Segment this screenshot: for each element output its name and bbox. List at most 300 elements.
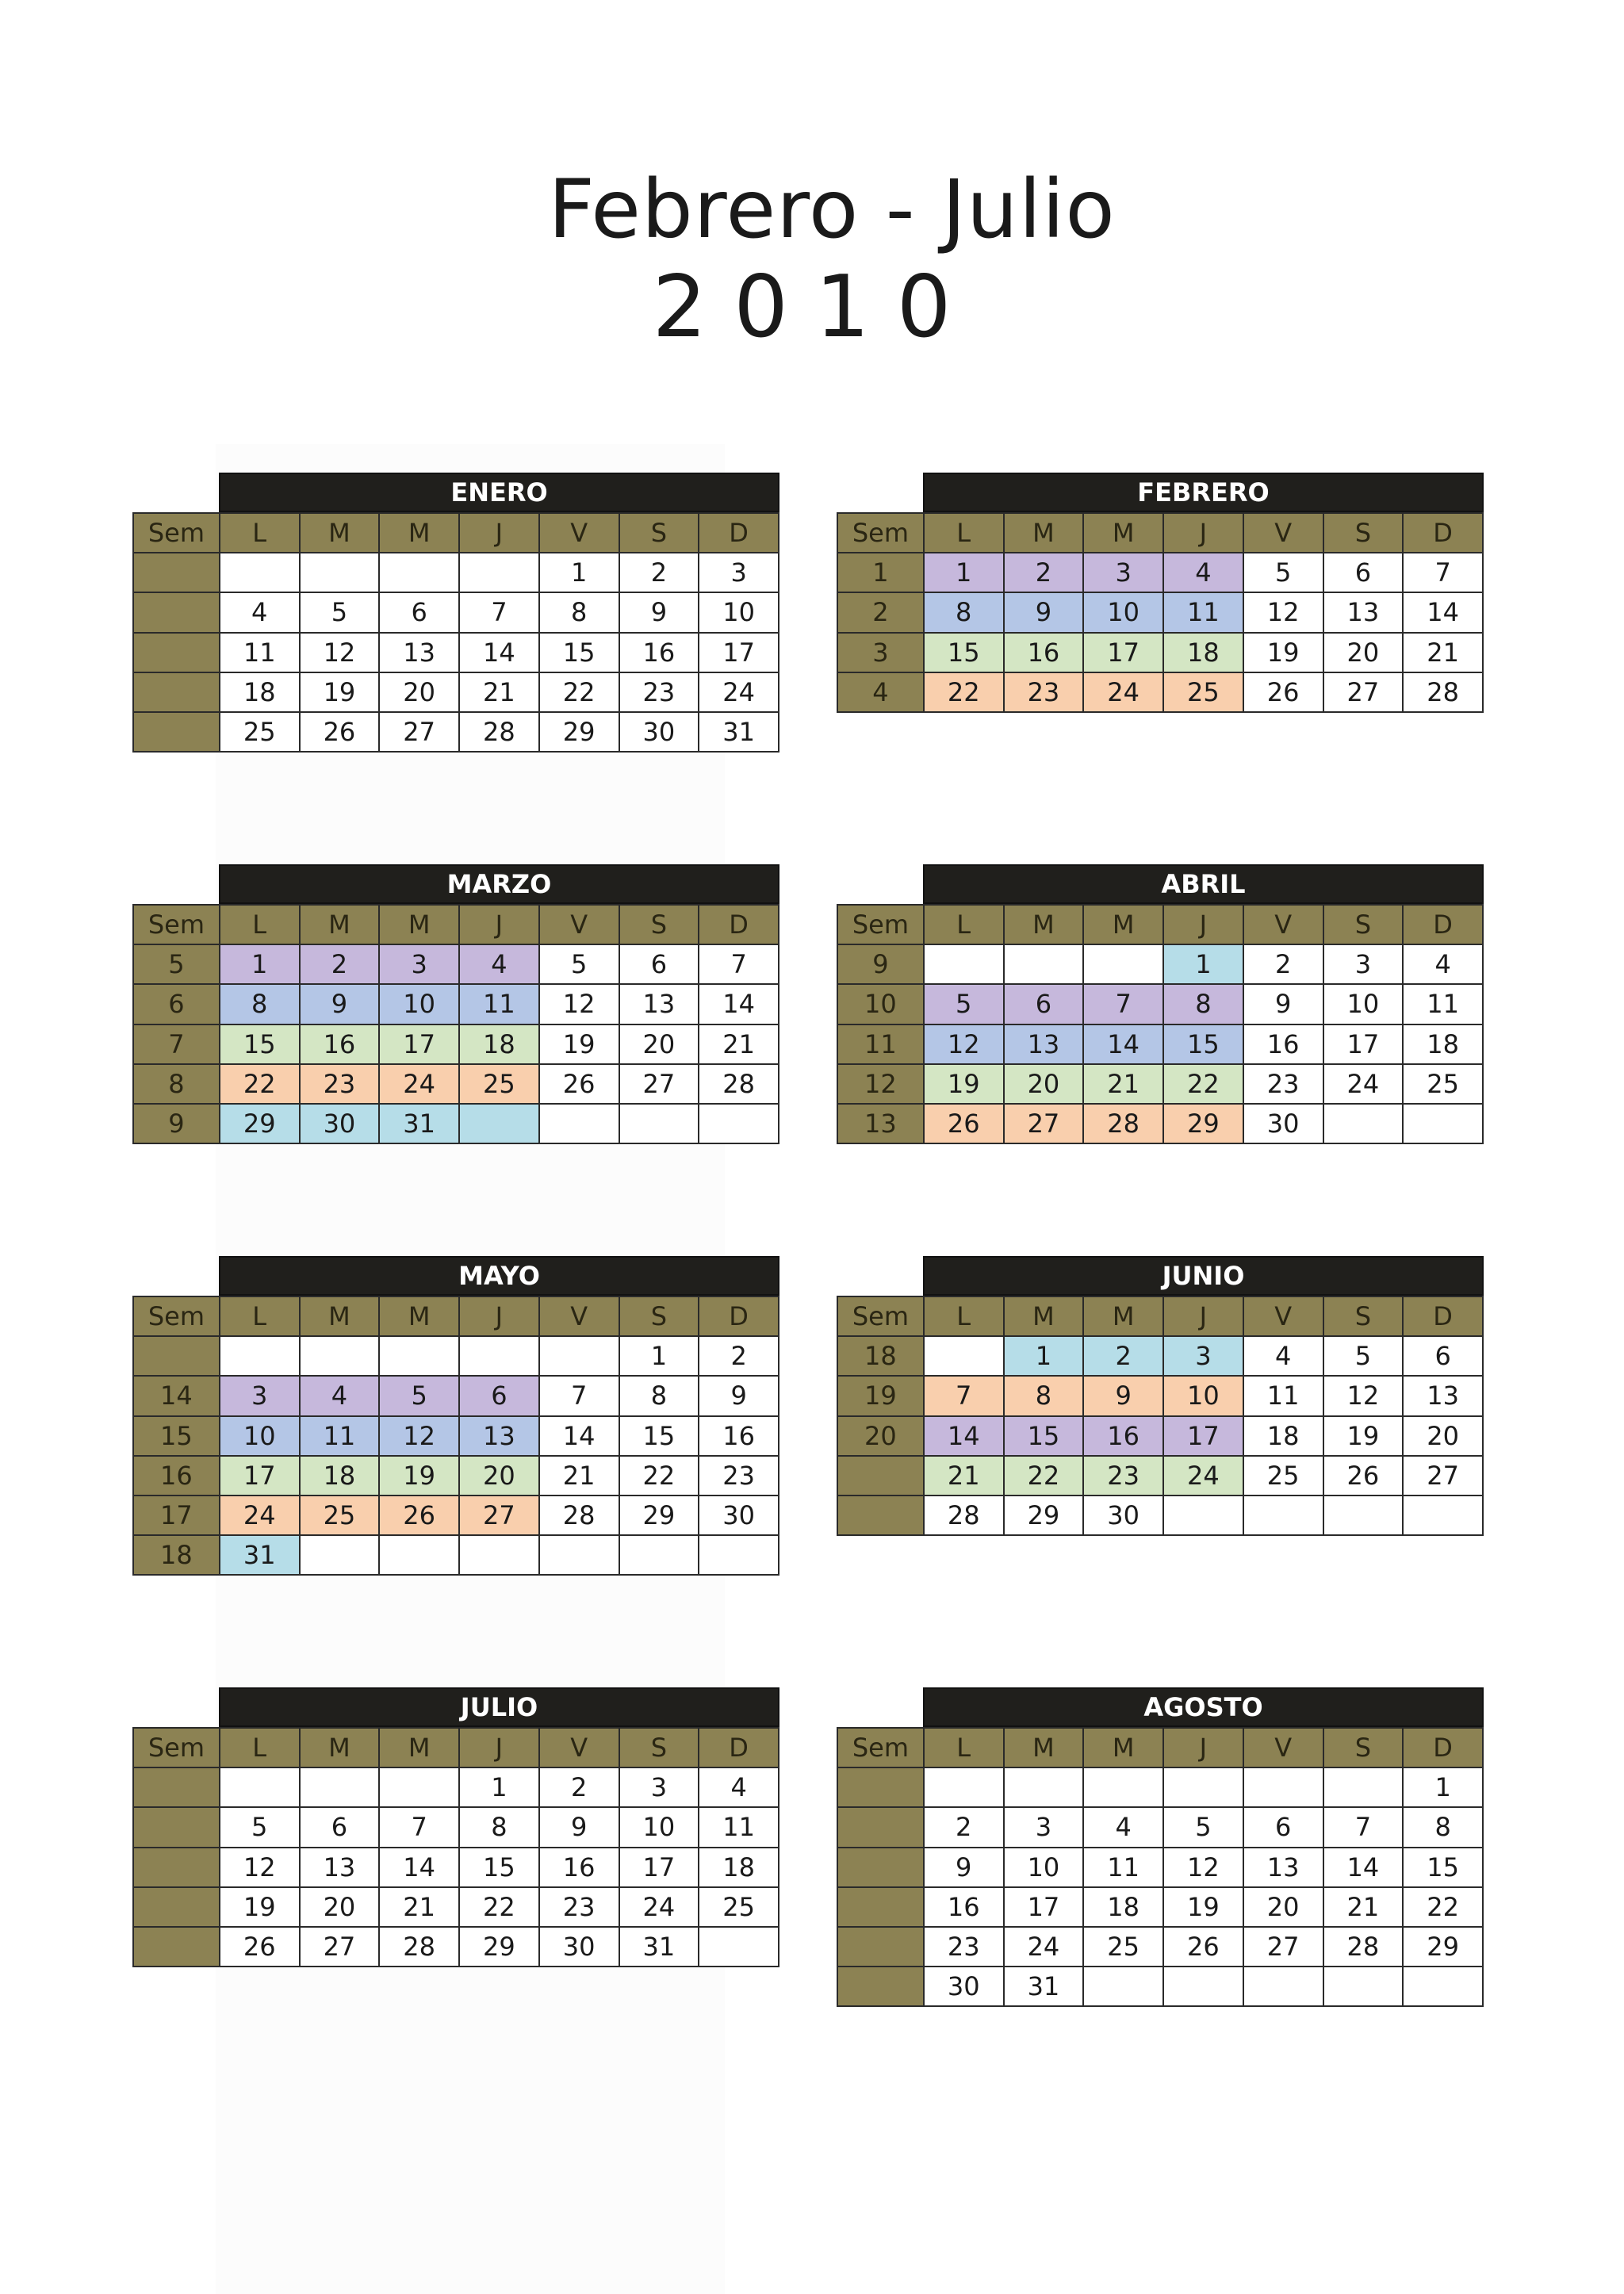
day-cell: 28 (1403, 672, 1483, 712)
day-cell (924, 944, 1004, 984)
day-cell: 18 (699, 1848, 779, 1887)
day-cell: 15 (459, 1848, 539, 1887)
weekday-header: L (924, 1296, 1004, 1336)
day-cell: 25 (1243, 1456, 1323, 1496)
day-cell: 29 (220, 1104, 300, 1143)
day-cell: 7 (539, 1376, 619, 1415)
day-cell: 22 (924, 672, 1004, 712)
day-cell: 30 (619, 712, 699, 752)
day-cell (220, 1336, 300, 1376)
week-row (837, 1496, 1483, 1535)
day-cell: 30 (300, 1104, 380, 1143)
weekday-header: J (459, 513, 539, 553)
week-row (133, 1456, 779, 1496)
day-cell: 11 (459, 984, 539, 1024)
day-cell: 2 (1243, 944, 1323, 984)
day-cell: 27 (1243, 1927, 1323, 1967)
sem-header: Sem (837, 905, 924, 944)
day-cell: 3 (1323, 944, 1404, 984)
day-cell: 23 (300, 1064, 380, 1104)
month-name: JUNIO (923, 1256, 1484, 1296)
day-cell: 8 (619, 1376, 699, 1415)
day-cell (1243, 1767, 1323, 1807)
day-cell: 4 (220, 592, 300, 632)
week-number: 16 (133, 1456, 220, 1496)
weekday-header: M (1004, 1296, 1084, 1336)
week-number (837, 1767, 924, 1807)
day-cell: 15 (619, 1416, 699, 1456)
day-cell: 30 (924, 1967, 1004, 2006)
day-cell: 6 (1403, 1336, 1483, 1376)
day-cell: 7 (699, 944, 779, 984)
day-cell: 12 (1243, 592, 1323, 632)
day-cell: 27 (379, 712, 459, 752)
day-cell: 28 (699, 1064, 779, 1104)
day-cell: 10 (699, 592, 779, 632)
day-cell: 10 (1004, 1848, 1084, 1887)
day-cell: 6 (619, 944, 699, 984)
week-number (133, 592, 220, 632)
day-cell: 10 (1083, 592, 1163, 632)
day-cell: 16 (300, 1024, 380, 1064)
week-number: 9 (837, 944, 924, 984)
day-cell: 3 (1083, 553, 1163, 592)
day-cell: 24 (1163, 1456, 1243, 1496)
day-cell (1163, 1967, 1243, 2006)
day-cell: 16 (539, 1848, 619, 1887)
day-cell: 18 (1083, 1887, 1163, 1927)
day-cell: 17 (220, 1456, 300, 1496)
day-cell: 20 (1323, 633, 1404, 672)
day-cell: 15 (1004, 1416, 1084, 1456)
day-cell: 27 (1403, 1456, 1483, 1496)
week-number: 11 (837, 1024, 924, 1064)
day-cell: 14 (1403, 592, 1483, 632)
day-cell: 29 (1163, 1104, 1243, 1143)
day-cell: 12 (924, 1024, 1004, 1064)
day-cell: 3 (699, 553, 779, 592)
day-cell (1243, 1496, 1323, 1535)
weekday-header: D (699, 513, 779, 553)
week-row (837, 672, 1483, 712)
week-number: 10 (837, 984, 924, 1024)
day-cell (459, 1104, 539, 1143)
day-cell: 22 (1403, 1887, 1483, 1927)
week-row (837, 1887, 1483, 1927)
week-number: 6 (133, 984, 220, 1024)
weekday-header: M (1004, 513, 1084, 553)
day-cell (379, 1336, 459, 1376)
day-cell: 24 (1004, 1927, 1084, 1967)
day-cell: 12 (1163, 1848, 1243, 1887)
weekday-header: L (220, 1728, 300, 1767)
day-cell (220, 553, 300, 592)
week-number: 1 (837, 553, 924, 592)
day-cell: 9 (1083, 1376, 1163, 1415)
day-cell: 20 (1004, 1064, 1084, 1104)
weekday-header: D (1403, 513, 1483, 553)
month-table (837, 1296, 1484, 1536)
week-number (133, 672, 220, 712)
day-cell (1083, 1967, 1163, 2006)
day-cell: 31 (220, 1535, 300, 1575)
week-number: 8 (133, 1064, 220, 1104)
day-cell: 23 (1243, 1064, 1323, 1104)
day-cell (539, 1104, 619, 1143)
day-cell: 17 (699, 633, 779, 672)
day-cell (300, 553, 380, 592)
month-table (132, 1296, 779, 1576)
day-cell (924, 1767, 1004, 1807)
month-name: MAYO (219, 1256, 779, 1296)
day-cell: 16 (699, 1416, 779, 1456)
day-cell: 19 (300, 672, 380, 712)
weekday-header: M (1083, 513, 1163, 553)
day-cell: 7 (1083, 984, 1163, 1024)
weekday-header: M (1004, 1728, 1084, 1767)
week-row (837, 1336, 1483, 1376)
day-cell: 9 (924, 1848, 1004, 1887)
day-cell: 26 (539, 1064, 619, 1104)
day-cell: 12 (1323, 1376, 1404, 1415)
weekday-header: S (619, 513, 699, 553)
week-row (133, 633, 779, 672)
weekday-header: L (220, 905, 300, 944)
weekday-header-row (837, 905, 1483, 944)
weekday-header: M (379, 1296, 459, 1336)
week-number (133, 1927, 220, 1967)
weekday-header: D (699, 905, 779, 944)
day-cell: 9 (619, 592, 699, 632)
day-cell: 9 (1243, 984, 1323, 1024)
day-cell: 20 (619, 1024, 699, 1064)
week-number: 7 (133, 1024, 220, 1064)
day-cell: 19 (1163, 1887, 1243, 1927)
day-cell: 19 (220, 1887, 300, 1927)
day-cell (1323, 1104, 1404, 1143)
week-row (133, 1927, 779, 1967)
day-cell (1403, 1967, 1483, 2006)
day-cell: 18 (459, 1024, 539, 1064)
month-name: AGOSTO (923, 1687, 1484, 1727)
day-cell: 10 (220, 1416, 300, 1456)
week-row (133, 1535, 779, 1575)
day-cell: 25 (1163, 672, 1243, 712)
sem-header: Sem (837, 513, 924, 553)
day-cell: 17 (619, 1848, 699, 1887)
month-name: FEBRERO (923, 473, 1484, 512)
week-number (837, 1848, 924, 1887)
day-cell (619, 1104, 699, 1143)
weekday-header: S (619, 1296, 699, 1336)
day-cell: 9 (539, 1807, 619, 1847)
day-cell: 17 (1323, 1024, 1404, 1064)
day-cell: 24 (220, 1496, 300, 1535)
weekday-header: M (379, 513, 459, 553)
month-table (837, 1727, 1484, 2007)
week-number (837, 1496, 924, 1535)
weekday-header: V (539, 905, 619, 944)
day-cell: 26 (1243, 672, 1323, 712)
day-cell: 8 (1163, 984, 1243, 1024)
day-cell: 27 (619, 1064, 699, 1104)
day-cell: 21 (924, 1456, 1004, 1496)
day-cell: 30 (699, 1496, 779, 1535)
day-cell: 6 (1323, 553, 1404, 592)
day-cell: 4 (1163, 553, 1243, 592)
weekday-header: V (539, 1296, 619, 1336)
month-name: MARZO (219, 864, 779, 904)
weekday-header: J (1163, 905, 1243, 944)
weekday-header-row (133, 905, 779, 944)
weekday-header: V (1243, 905, 1323, 944)
day-cell: 16 (619, 633, 699, 672)
day-cell: 7 (379, 1807, 459, 1847)
weekday-header: D (1403, 1728, 1483, 1767)
week-number (133, 553, 220, 592)
day-cell: 10 (379, 984, 459, 1024)
day-cell (539, 1336, 619, 1376)
day-cell: 12 (379, 1416, 459, 1456)
week-row (133, 1064, 779, 1104)
day-cell: 19 (924, 1064, 1004, 1104)
sem-header: Sem (133, 1296, 220, 1336)
day-cell: 13 (459, 1416, 539, 1456)
weekday-header: V (539, 513, 619, 553)
weekday-header: J (1163, 1728, 1243, 1767)
day-cell: 25 (699, 1887, 779, 1927)
day-cell: 29 (619, 1496, 699, 1535)
page-title: Febrero - Julio (548, 163, 1116, 257)
weekday-header: D (1403, 905, 1483, 944)
day-cell: 21 (1323, 1887, 1404, 1927)
day-cell: 5 (379, 1376, 459, 1415)
day-cell: 28 (379, 1927, 459, 1967)
day-cell: 11 (1083, 1848, 1163, 1887)
day-cell: 4 (1083, 1807, 1163, 1847)
day-cell: 1 (539, 553, 619, 592)
day-cell: 2 (619, 553, 699, 592)
day-cell: 4 (699, 1767, 779, 1807)
week-row (837, 633, 1483, 672)
week-row (837, 1967, 1483, 2006)
day-cell: 3 (619, 1767, 699, 1807)
weekday-header: M (300, 1728, 380, 1767)
weekday-header: S (1323, 513, 1404, 553)
day-cell: 5 (1163, 1807, 1243, 1847)
day-cell: 11 (699, 1807, 779, 1847)
weekday-header-row (133, 1296, 779, 1336)
day-cell: 10 (1323, 984, 1404, 1024)
day-cell: 11 (220, 633, 300, 672)
week-row (837, 1767, 1483, 1807)
day-cell: 4 (459, 944, 539, 984)
week-number: 18 (837, 1336, 924, 1376)
day-cell (1163, 1767, 1243, 1807)
day-cell: 15 (220, 1024, 300, 1064)
week-row (133, 553, 779, 592)
day-cell: 28 (459, 712, 539, 752)
week-number: 20 (837, 1416, 924, 1456)
weekday-header: M (300, 905, 380, 944)
day-cell: 11 (1403, 984, 1483, 1024)
day-cell: 8 (1403, 1807, 1483, 1847)
day-cell: 14 (924, 1416, 1004, 1456)
day-cell (1163, 1496, 1243, 1535)
day-cell: 23 (1083, 1456, 1163, 1496)
day-cell: 8 (459, 1807, 539, 1847)
sem-header: Sem (133, 905, 220, 944)
weekday-header: M (379, 905, 459, 944)
week-row (133, 1336, 779, 1376)
day-cell: 31 (379, 1104, 459, 1143)
week-number: 3 (837, 633, 924, 672)
weekday-header: L (924, 905, 1004, 944)
weekday-header-row (837, 1728, 1483, 1767)
week-number (133, 1887, 220, 1927)
month-table (837, 512, 1484, 713)
day-cell (459, 1336, 539, 1376)
week-number (837, 1456, 924, 1496)
week-row (837, 1456, 1483, 1496)
week-row (837, 553, 1483, 592)
day-cell: 22 (1163, 1064, 1243, 1104)
month-table (132, 1727, 779, 1967)
day-cell: 25 (300, 1496, 380, 1535)
day-cell: 24 (1083, 672, 1163, 712)
day-cell: 14 (1323, 1848, 1404, 1887)
week-row (133, 592, 779, 632)
day-cell: 2 (1004, 553, 1084, 592)
sem-header: Sem (837, 1296, 924, 1336)
day-cell (1323, 1967, 1404, 2006)
day-cell: 14 (1083, 1024, 1163, 1064)
day-cell: 22 (539, 672, 619, 712)
week-row (133, 712, 779, 752)
week-row (837, 984, 1483, 1024)
day-cell: 31 (699, 712, 779, 752)
month-name: ABRIL (923, 864, 1484, 904)
day-cell: 4 (1243, 1336, 1323, 1376)
day-cell (1004, 944, 1084, 984)
day-cell: 8 (924, 592, 1004, 632)
month-name: ENERO (219, 473, 779, 512)
day-cell: 13 (1403, 1376, 1483, 1415)
day-cell: 23 (1004, 672, 1084, 712)
day-cell: 15 (1163, 1024, 1243, 1064)
day-cell: 18 (220, 672, 300, 712)
weekday-header: L (220, 1296, 300, 1336)
weekday-header: D (699, 1728, 779, 1767)
week-row (837, 1927, 1483, 1967)
week-row (837, 1807, 1483, 1847)
day-cell: 21 (1083, 1064, 1163, 1104)
day-cell: 13 (1323, 592, 1404, 632)
day-cell: 31 (619, 1927, 699, 1967)
week-number (837, 1967, 924, 2006)
day-cell: 21 (459, 672, 539, 712)
week-number: 15 (133, 1416, 220, 1456)
day-cell: 2 (924, 1807, 1004, 1847)
week-row (133, 1887, 779, 1927)
weekday-header: S (1323, 1728, 1404, 1767)
day-cell: 28 (924, 1496, 1004, 1535)
week-row (837, 1848, 1483, 1887)
week-row (133, 984, 779, 1024)
week-number: 17 (133, 1496, 220, 1535)
day-cell: 26 (1163, 1927, 1243, 1967)
weekday-header: V (1243, 513, 1323, 553)
day-cell: 2 (699, 1336, 779, 1376)
day-cell: 1 (1004, 1336, 1084, 1376)
day-cell: 4 (1403, 944, 1483, 984)
day-cell (1403, 1496, 1483, 1535)
day-cell: 27 (300, 1927, 380, 1967)
day-cell: 3 (1004, 1807, 1084, 1847)
day-cell (699, 1927, 779, 1967)
day-cell: 5 (1323, 1336, 1404, 1376)
day-cell: 5 (924, 984, 1004, 1024)
day-cell: 11 (300, 1416, 380, 1456)
day-cell: 9 (300, 984, 380, 1024)
day-cell: 24 (1323, 1064, 1404, 1104)
week-row (837, 1416, 1483, 1456)
week-row (837, 1376, 1483, 1415)
day-cell: 6 (459, 1376, 539, 1415)
day-cell: 24 (699, 672, 779, 712)
weekday-header: D (699, 1296, 779, 1336)
week-row (837, 1104, 1483, 1143)
day-cell: 25 (220, 712, 300, 752)
week-number (837, 1887, 924, 1927)
weekday-header: J (459, 1728, 539, 1767)
weekday-header: S (1323, 1296, 1404, 1336)
day-cell: 18 (1163, 633, 1243, 672)
day-cell (379, 1767, 459, 1807)
day-cell: 22 (1004, 1456, 1084, 1496)
day-cell: 15 (539, 633, 619, 672)
day-cell: 21 (1403, 633, 1483, 672)
day-cell: 7 (1403, 553, 1483, 592)
day-cell (1323, 1496, 1404, 1535)
day-cell: 16 (1004, 633, 1084, 672)
week-row (133, 1376, 779, 1415)
day-cell: 29 (539, 712, 619, 752)
day-cell (1004, 1767, 1084, 1807)
day-cell: 1 (924, 553, 1004, 592)
day-cell: 2 (1083, 1336, 1163, 1376)
day-cell (379, 553, 459, 592)
day-cell: 3 (1163, 1336, 1243, 1376)
day-cell: 7 (459, 592, 539, 632)
day-cell: 3 (220, 1376, 300, 1415)
weekday-header: J (1163, 513, 1243, 553)
day-cell: 22 (220, 1064, 300, 1104)
day-cell: 2 (539, 1767, 619, 1807)
weekday-header: M (300, 513, 380, 553)
day-cell (1083, 944, 1163, 984)
weekday-header: M (300, 1296, 380, 1336)
weekday-header: V (1243, 1728, 1323, 1767)
day-cell: 17 (1163, 1416, 1243, 1456)
week-row (133, 944, 779, 984)
day-cell: 20 (1243, 1887, 1323, 1927)
day-cell: 11 (1163, 592, 1243, 632)
week-number (133, 633, 220, 672)
sem-header: Sem (133, 513, 220, 553)
day-cell: 14 (539, 1416, 619, 1456)
day-cell: 25 (459, 1064, 539, 1104)
